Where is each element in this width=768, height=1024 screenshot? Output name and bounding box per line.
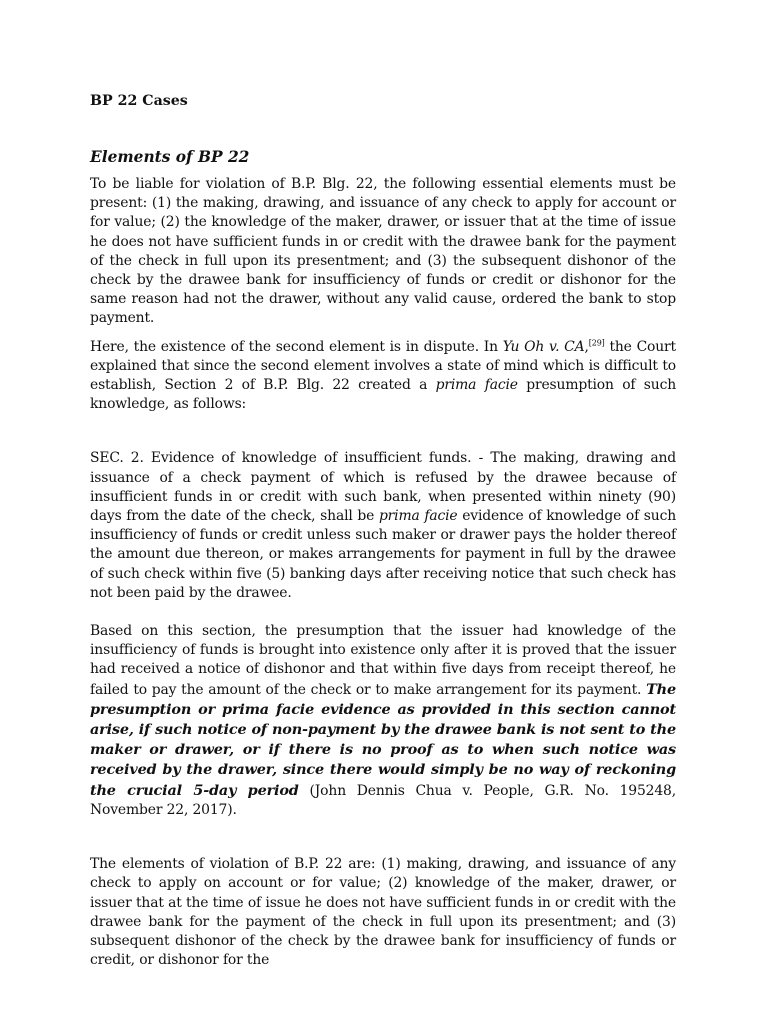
paragraph-elements: To be liable for violation of B.P. Blg. 22, the following essential elements must be present: (1) the making, drawing, and issuance of any check to apply for account or for value; (2) the knowledge of the maker, drawer, or issuer that at the time of issue he does not have sufficient funds in or credit with the drawee bank for the payment of the check in full upon its presentment; and (3) the subsequent dishonor of the check by the drawee bank for insufficiency of funds or credit or dishonor for the same reason had not the drawer, without any valid cause, ordered the bank to stop payment. xyxy=(90,176,676,327)
text-run: Here, the existence of the second element is in dispute. In xyxy=(90,338,503,355)
case-name: Yu Oh v. CA xyxy=(502,338,585,355)
document-title: BP 22 Cases xyxy=(90,93,188,109)
footnote-link[interactable]: [29] xyxy=(588,338,605,347)
case-citation: (John Dennis Chua v. People, G.R. No. 195248, November 22, 2017). xyxy=(90,782,676,818)
paragraph-presumption-intro xyxy=(90,338,676,415)
emphasized-holding: The presumption or prima facie evidence as provided in this section cannot arise, if such notice of non-payment by the drawee bank is not sent to the maker or drawer, or if there is no proof as to when such notice was received by the drawer, since there would simply be no way of reckoning the crucial 5-day period xyxy=(90,680,676,799)
text-run: evidence of knowledge of such insufficiency of funds or credit unless such maker or drawer pays the holder thereof the amount due thereon, or makes arrangements for payment in full by the drawee of such check within five (5) banking days after receiving notice that such check has not been paid by the drawee. xyxy=(90,508,677,601)
text-run: SEC. 2. Evidence of knowledge of insufficient funds. - The making, drawing and issuance of a check payment of which is refused by the drawee because of insufficient funds in or credit with such bank, when presented within ninety (90) days from the date of the check, shall be xyxy=(90,450,676,525)
prima-facie-term: prima facie xyxy=(435,377,518,394)
text-run: Based on this section, the presumption that the issuer had knowledge of the insufficiency of funds is brought into existence only after it is proved that the issuer had received a notice of dishonor and that within five days from receipt thereof, he failed to pay the amount of the check or to make arrangement for its payment. xyxy=(90,623,676,698)
text-run: the Court explained that since the second element involves a state of mind which is difficult to establish, Section 2 of B.P. Blg. 22 created a xyxy=(90,338,676,394)
section-heading: Elements of BP 22 xyxy=(90,148,250,166)
prima-facie-term: prima facie xyxy=(378,508,458,525)
paragraph-based-on-section xyxy=(90,622,676,820)
text-run: presumption of such knowledge, as follows: xyxy=(90,377,677,413)
paragraph-elements-restated: The elements of violation of B.P. 22 are: (1) making, drawing, and issuance of any check to apply on account or for value; (2) knowledge of the maker, drawer, or issuer that at the time of issue he does not have sufficient funds in or credit with the drawee bank for the payment of the check in full upon its presentment; and (3) subsequent dishonor of the check by the drawee bank for insufficiency of funds or credit, or dishonor for the xyxy=(90,856,676,969)
paragraph-section-2-quote xyxy=(90,449,676,603)
text-run: , xyxy=(584,338,589,355)
